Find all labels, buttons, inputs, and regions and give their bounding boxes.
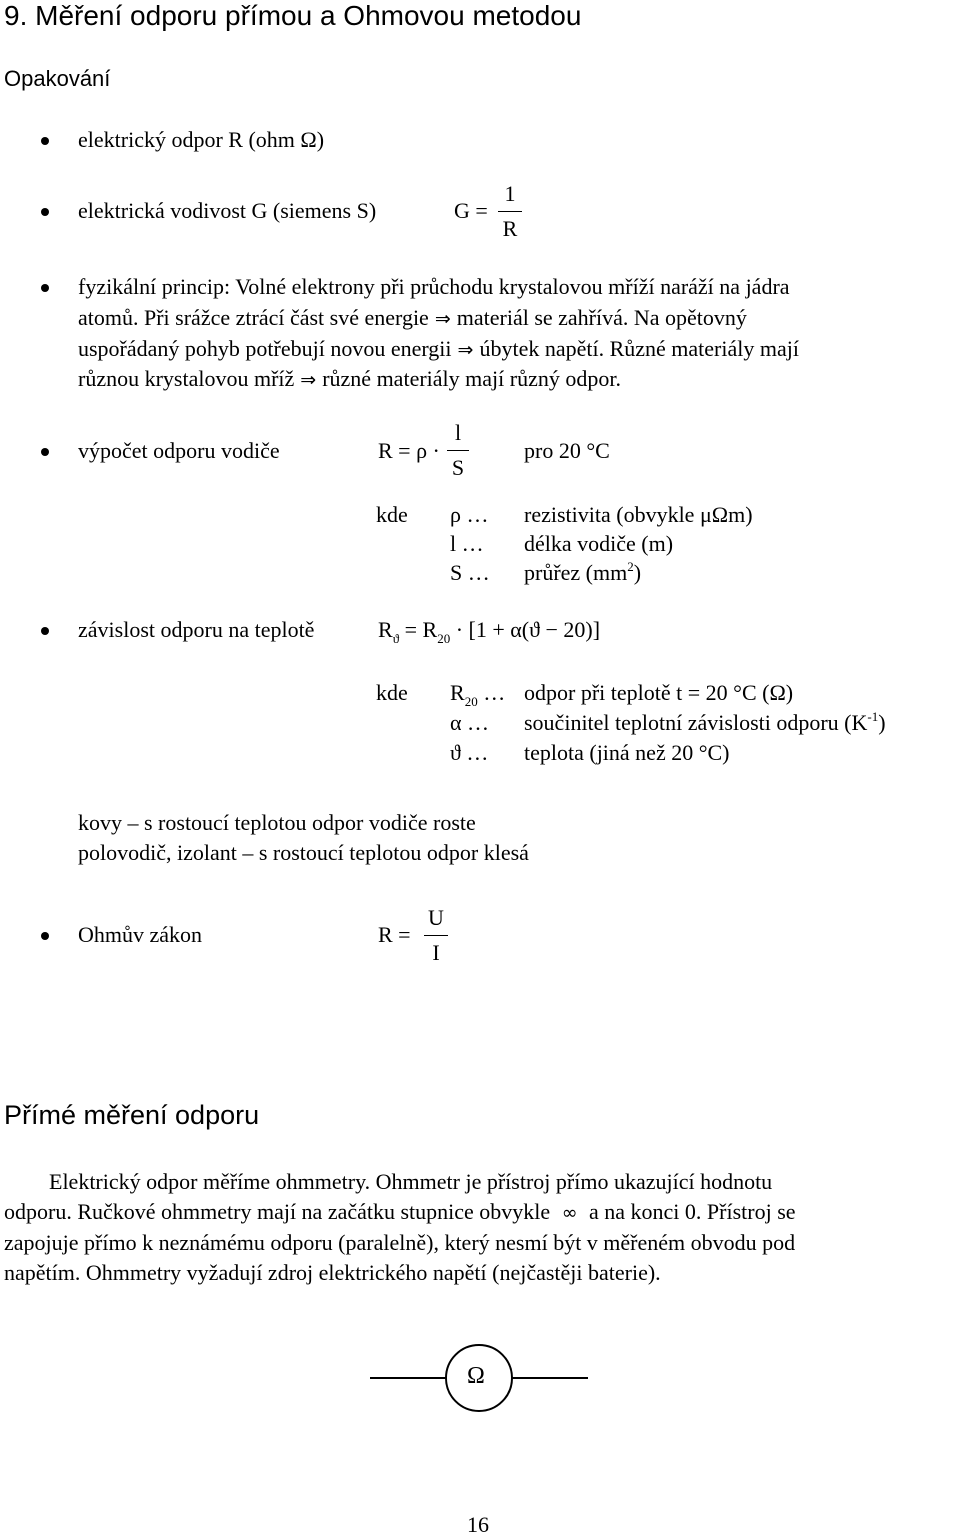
paragraph-line: zapojuje přímo k neznámému odporu (paralelně), který nesmí být v měřeném obvodu pod (4, 1230, 796, 1255)
principle-text: různé materiály mají různý odpor. (322, 366, 621, 391)
subscript: 20 (464, 694, 478, 709)
principle-text: materiál se zahřívá. Na opětovný (456, 305, 747, 330)
principle-text: uspořádaný pohyb potřebují novou energii (78, 336, 452, 361)
metals-note: kovy – s rostoucí teplotou odpor vodiče roste (78, 810, 476, 835)
bullet-resistance: elektrický odpor R (ohm Ω) (78, 127, 325, 152)
kde-label: kde (376, 680, 408, 705)
legend-symbol: l … (450, 531, 484, 556)
fraction-denominator: S (451, 455, 465, 480)
paragraph-line: napětím. Ohmmetry vyžadují zdroj elektrického napětí (nejčastěji baterie). (4, 1260, 661, 1285)
legend-description: rezistivita (obvykle μΩm) (524, 502, 753, 527)
legend-symbol (450, 680, 506, 709)
fraction-denominator: R (502, 216, 518, 241)
subscript: 20 (437, 631, 451, 646)
ellipsis: … (483, 680, 506, 705)
temperature-dependence-label: závislost odporu na teplotě (78, 617, 315, 642)
formula-symbol: R (450, 680, 465, 705)
bullet-dot-icon (41, 932, 49, 940)
bullet-dot-icon (41, 137, 49, 145)
fraction-bar (447, 450, 469, 451)
fraction-bar (424, 935, 448, 936)
semiconductors-note: polovodič, izolant – s rostoucí teplotou odpor klesá (78, 840, 529, 865)
legend-description: teplota (jiná než 20 °C) (524, 740, 730, 765)
superscript: 2 (627, 559, 634, 574)
formula-symbol: R (378, 617, 393, 642)
legend-symbol: ϑ … (450, 740, 489, 765)
paragraph-line: Elektrický odpor měříme ohmmetry. Ohmmetr je přístroj přímo ukazující hodnotu (49, 1169, 773, 1194)
resistance-calc-label: výpočet odporu vodiče (78, 438, 280, 463)
fraction-bar (498, 211, 522, 212)
bullet-dot-icon (41, 208, 49, 216)
paragraph-line (4, 1197, 956, 1228)
bullet-dot-icon (41, 627, 49, 635)
implies-arrow-icon: ⇒ (457, 339, 474, 361)
resistance-condition: pro 20 °C (524, 438, 610, 463)
legend-description: odpor při teplotě t = 20 °C (Ω) (524, 680, 794, 705)
fraction-denominator: I (432, 940, 440, 965)
page-number: 16 (467, 1512, 489, 1537)
subscript: ϑ (392, 631, 400, 646)
resistance-fraction (447, 420, 469, 481)
legend-text: průřez (mm (524, 560, 628, 585)
section-heading-opakovani: Opakování (4, 66, 111, 91)
legend-symbol: ρ … (450, 502, 489, 527)
resistance-formula-lhs: R = ρ · (378, 438, 440, 463)
ohmmeter-symbol-icon (370, 1337, 588, 1419)
ohms-law-fraction (424, 905, 448, 966)
kde-label: kde (376, 502, 408, 527)
superscript: -1 (867, 709, 879, 724)
legend-text: ) (878, 710, 886, 735)
fraction-numerator: U (428, 905, 444, 930)
bullet-conductance: elektrická vodivost G (siemens S) (78, 198, 377, 223)
legend-description (524, 560, 641, 586)
implies-arrow-icon: ⇒ (300, 369, 317, 391)
bullet-dot-icon (41, 284, 49, 292)
principle-text: různou krystalovou mříž (78, 366, 295, 391)
legend-description: délka vodiče (m) (524, 531, 674, 556)
conductance-fraction (498, 181, 522, 242)
principle-line-3 (78, 336, 799, 362)
fraction-numerator: l (454, 420, 462, 445)
ohms-law-lhs: R = (378, 922, 411, 947)
principle-text: úbytek napětí. Různé materiály mají (479, 336, 799, 361)
legend-text: ) (633, 560, 642, 585)
infinity-symbol: ∞ (561, 1202, 578, 1224)
principle-line-1: fyzikální princip: Volné elektrony při průchodu krystalovou mříží naráží na jádra (78, 274, 790, 299)
principle-line-2 (78, 305, 747, 331)
legend-symbol: α … (450, 710, 490, 735)
implies-arrow-icon: ⇒ (434, 308, 451, 330)
direct-measurement-paragraph (4, 1167, 956, 1288)
section-heading-direct-measurement: Přímé měření odporu (4, 1100, 260, 1130)
legend-description (524, 710, 886, 736)
principle-text: atomů. Při srážce ztrácí část své energie (78, 305, 429, 330)
fraction-numerator: 1 (504, 181, 516, 206)
ohm-label: Ω (467, 1363, 485, 1389)
bullet-dot-icon (41, 448, 49, 456)
ohms-law-label: Ohmův zákon (78, 922, 203, 947)
principle-line-4 (78, 366, 621, 392)
formula-symbol: = R (404, 617, 438, 642)
conductance-formula-lhs: G = (454, 198, 488, 223)
paragraph-text: odporu. Ručkové ohmmetry mají na začátku stupnice obvykle (4, 1199, 551, 1224)
temperature-formula (378, 617, 601, 646)
paragraph-text: a na konci 0. Přístroj se (589, 1199, 796, 1224)
legend-text: součinitel teplotní závislosti odporu (K (524, 710, 868, 735)
page-title: 9. Měření odporu přímou a Ohmovou metodou (4, 0, 582, 31)
formula-expression: · [1 + α(ϑ − 20)] (455, 617, 601, 642)
legend-symbol: S … (450, 560, 490, 585)
